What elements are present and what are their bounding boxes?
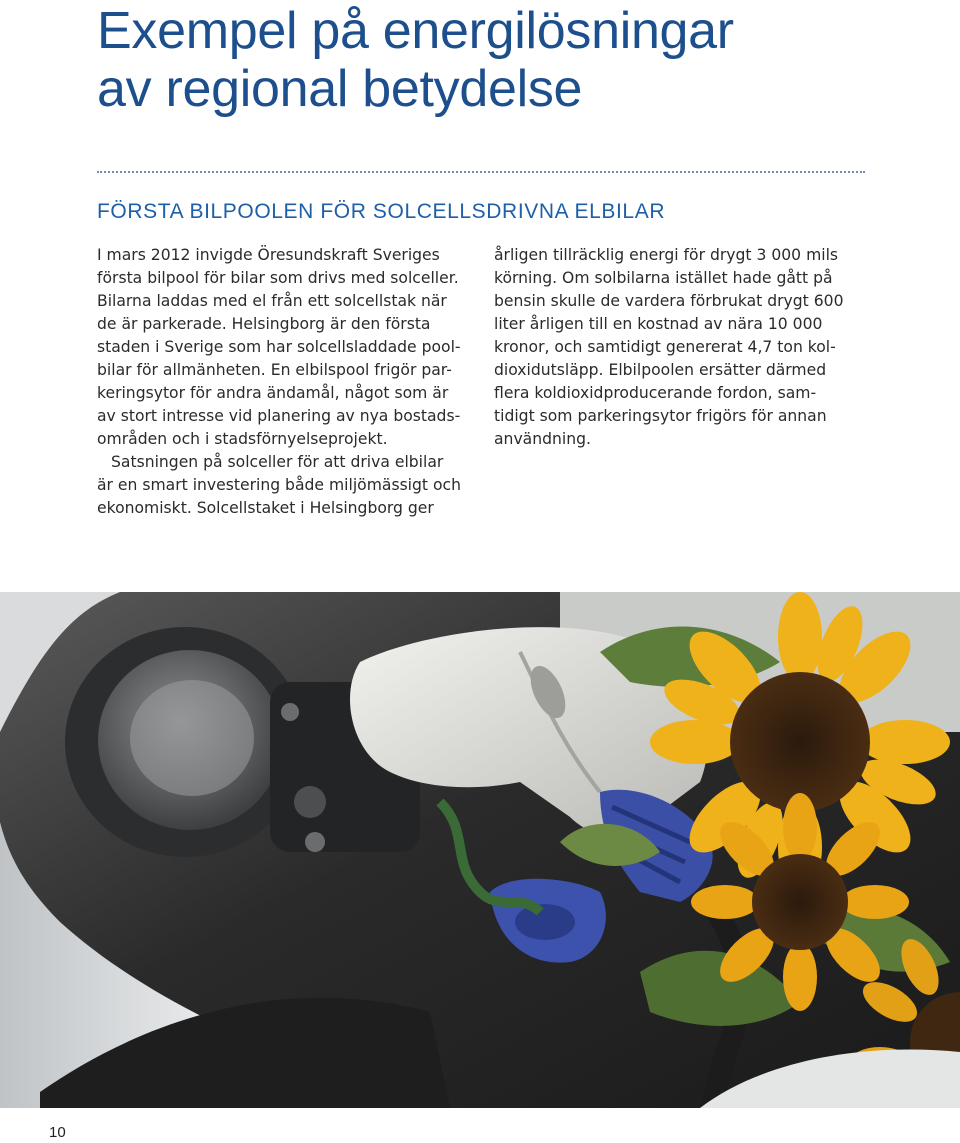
sunflower-2	[691, 793, 909, 1011]
body-line: Bilarna laddas med el från ett solcellstak när	[97, 292, 447, 310]
section-heading: FÖRSTA BILPOOLEN FÖR SOLCELLSDRIVNA ELBILAR	[97, 200, 666, 223]
body-line: områden och i stadsförnyelseprojekt.	[97, 430, 388, 448]
body-line: liter årligen till en kostnad av nära 10 000	[494, 315, 823, 333]
body-line: de är parkerade. Helsingborg är den första	[97, 315, 431, 333]
body-line: bensin skulle de vardera förbrukat drygt 600	[494, 292, 844, 310]
body-line: I mars 2012 invigde Öresundskraft Sveriges	[97, 246, 440, 264]
body-paragraph-1	[97, 244, 479, 451]
body-line: ekonomiskt. Solcellstaket i Helsingborg ger	[97, 499, 434, 517]
body-line: flera koldioxidproducerande fordon, sam-	[494, 384, 817, 402]
body-line: kronor, och samtidigt genererat 4,7 ton kol-	[494, 338, 836, 356]
title-line-2: av regional betydelse	[97, 60, 583, 118]
body-line: årligen tillräcklig energi för drygt 3 000 mils	[494, 246, 839, 264]
body-line: keringsytor för andra ändamål, något som är	[97, 384, 449, 402]
body-line: dioxidutsläpp. Elbilpoolen ersätter därmed	[494, 361, 827, 379]
body-line: tidigt som parkeringsytor frigörs för annan	[494, 407, 827, 425]
ev-charging-photo	[0, 592, 960, 1108]
body-line: bilar för allmänheten. En elbilspool frigör par-	[97, 361, 452, 379]
body-line: är en smart investering både miljömässigt och	[97, 476, 461, 494]
body-column-right	[494, 244, 866, 451]
body-line: staden i Sverige som har solcellsladdade pool-	[97, 338, 461, 356]
body-line: Satsningen på solceller för att driva elbilar	[111, 453, 444, 471]
body-line: körning. Om solbilarna istället hade gått på	[494, 269, 833, 287]
ev-charging-illustration	[0, 592, 960, 1108]
body-column-left	[97, 244, 479, 520]
title-line-1: Exempel på energilösningar	[97, 2, 734, 60]
body-paragraph-2-continued	[494, 244, 866, 451]
page-title	[97, 2, 897, 118]
body-paragraph-2	[97, 451, 479, 520]
body-line: av stort intresse vid planering av nya bostads-	[97, 407, 461, 425]
page-number: 10	[49, 1124, 66, 1141]
dotted-divider	[97, 171, 865, 173]
body-line: första bilpool för bilar som drivs med solceller.	[97, 269, 459, 287]
body-line: användning.	[494, 430, 591, 448]
